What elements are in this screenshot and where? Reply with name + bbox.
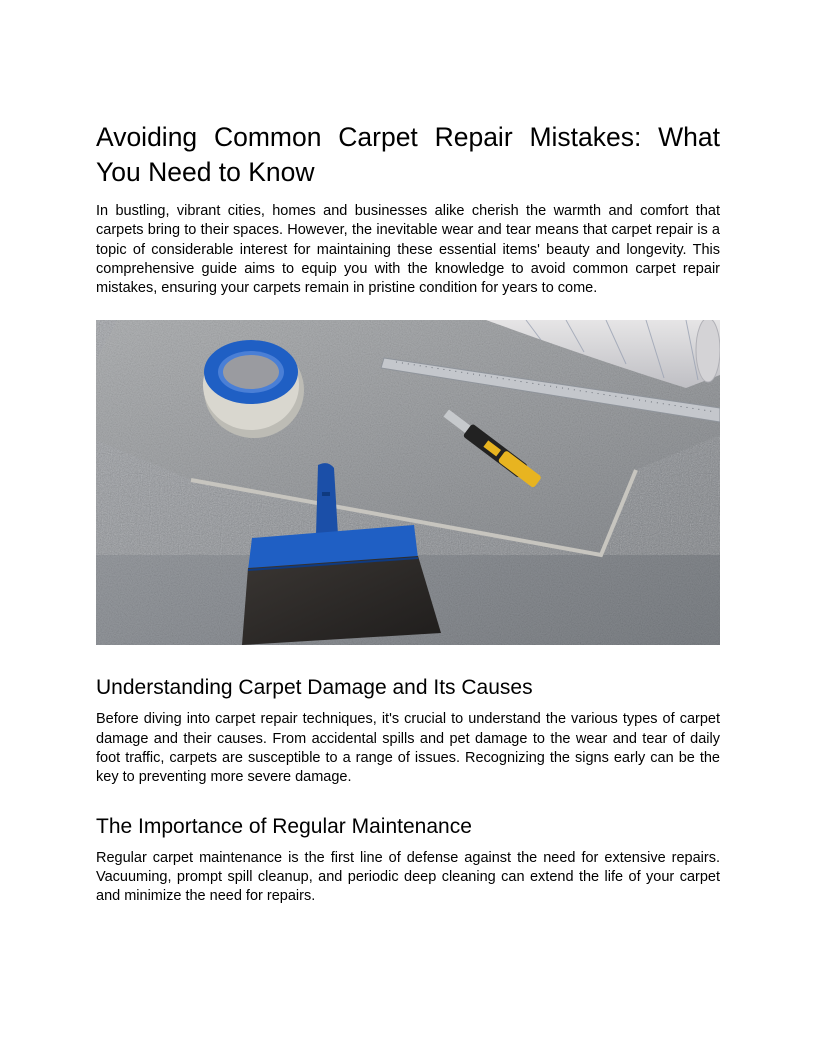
section-body-damage: Before diving into carpet repair techniques, it's crucial to understand the various types of carpet damage and their causes. From accidental spills and pet damage to the wear and tear of daily foot traffic, carpets are susceptible to a range of issues. Recognizing the signs early can be the key to preventing more severe damage. [96,711,720,786]
section-body-maintenance: Regular carpet maintenance is the first line of defense against the need for extensive repairs. Vacuuming, prompt spill cleanup, and periodic deep cleaning can extend the life of your carpet and minimize the need for repairs. [96,849,720,905]
section-heading-maintenance: The Importance of Regular Maintenance [96,814,472,838]
document-page [96,120,720,907]
tape-roll-icon [203,340,304,438]
section-heading-damage: Understanding Carpet Damage and Its Causes [96,676,533,700]
intro-paragraph: In bustling, vibrant cities, homes and businesses alike cherish the warmth and comfort that carpets bring to their spaces. However, the inevitable wear and tear means that carpet repair is a topic of considerable interest for maintaining these essential items' beauty and longevity. This comprehensive guide aims to equip you with the knowledge to avoid common carpet repair mistakes, ensuring your carpets remain in pristine condition for years to come. [96,203,720,297]
article-title: Avoiding Common Carpet Repair Mistakes: What You Need to Know [96,122,720,187]
carpet-tools-photo [96,320,720,645]
